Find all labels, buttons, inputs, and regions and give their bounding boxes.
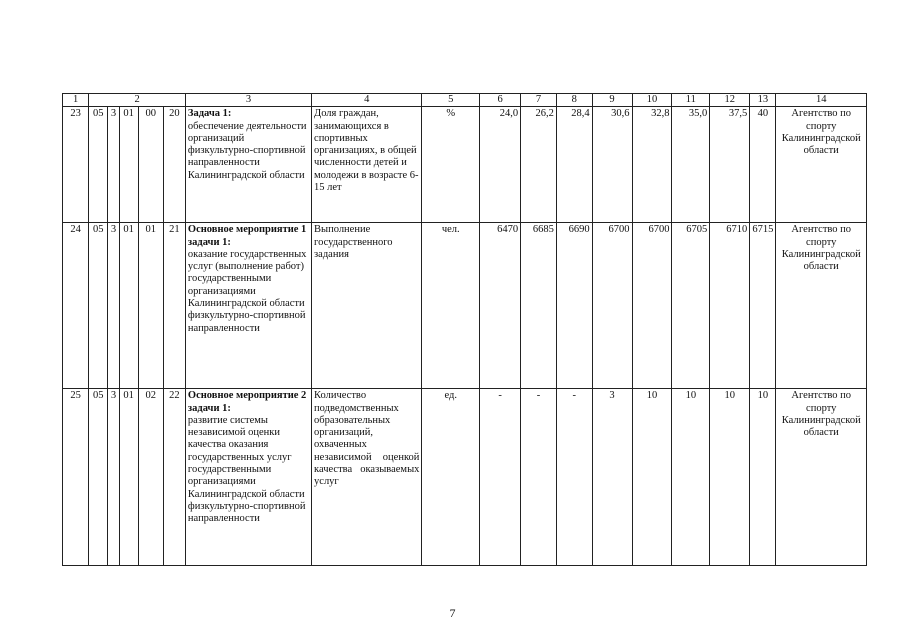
code-cell: 01 xyxy=(138,223,163,389)
value-cell: 37,5 xyxy=(710,107,750,223)
row-number: 23 xyxy=(63,107,89,223)
value-cell: - xyxy=(556,389,592,566)
code-cell: 21 xyxy=(163,223,185,389)
task-title: Основное мероприятие 1 задачи 1: xyxy=(187,224,307,248)
value-cell: 32,8 xyxy=(632,107,672,223)
code-cell: 22 xyxy=(163,389,185,566)
task-cell xyxy=(185,389,311,566)
unit-cell: % xyxy=(422,107,480,223)
code-cell: 01 xyxy=(119,389,138,566)
header-cell: 1 xyxy=(63,94,89,107)
header-cell: 11 xyxy=(672,94,710,107)
header-cell: 5 xyxy=(422,94,480,107)
value-cell: 6470 xyxy=(480,223,521,389)
header-cell: 9 xyxy=(592,94,632,107)
unit-cell: ед. xyxy=(422,389,480,566)
value-cell: 6685 xyxy=(521,223,557,389)
value-cell: 10 xyxy=(672,389,710,566)
task-cell xyxy=(185,223,311,389)
value-cell: 10 xyxy=(710,389,750,566)
header-cell: 3 xyxy=(185,94,311,107)
code-cell: 3 xyxy=(108,107,120,223)
task-text: оказание государственных услуг (выполнение работ) государственными организациями Калининградской области физкультурно-спортивной направленности xyxy=(187,248,307,334)
header-cell: 7 xyxy=(521,94,557,107)
value-cell: 6710 xyxy=(710,223,750,389)
header-cell: 13 xyxy=(750,94,776,107)
indicator-cell: Доля граждан, занимающихся в спортивных организациях, в общей численности детей и молодежи в возрасте 6-15 лет xyxy=(312,107,422,223)
header-cell: 6 xyxy=(480,94,521,107)
value-cell: 35,0 xyxy=(672,107,710,223)
value-cell: 24,0 xyxy=(480,107,521,223)
value-cell: 6690 xyxy=(556,223,592,389)
code-cell: 20 xyxy=(163,107,185,223)
value-cell: 6715 xyxy=(750,223,776,389)
page-number: 7 xyxy=(449,606,456,620)
value-cell: 3 xyxy=(592,389,632,566)
code-cell: 05 xyxy=(89,389,108,566)
code-cell: 00 xyxy=(138,107,163,223)
value-cell: - xyxy=(480,389,521,566)
value-cell: 6705 xyxy=(672,223,710,389)
value-cell: 6700 xyxy=(632,223,672,389)
task-text: развитие системы независимой оценки качества оказания государственных услуг государственными организациями Калининградской области физкультурно-спортивной направленности xyxy=(187,414,306,525)
task-cell xyxy=(185,107,311,223)
code-cell: 01 xyxy=(119,223,138,389)
code-cell: 05 xyxy=(89,223,108,389)
value-cell: 26,2 xyxy=(521,107,557,223)
indicator-cell: Выполнение государственного задания xyxy=(312,223,422,389)
header-cell: 4 xyxy=(312,94,422,107)
indicator-cell: Количество подведомственных образовательных организаций, охваченных независимой оценкой качества оказываемых услуг xyxy=(312,389,422,566)
header-cell: 2 xyxy=(89,94,186,107)
code-cell: 02 xyxy=(138,389,163,566)
value-cell: 40 xyxy=(750,107,776,223)
agency-cell: Агентство по спорту Калининградской области xyxy=(776,107,867,223)
code-cell: 01 xyxy=(119,107,138,223)
table-row xyxy=(63,389,867,566)
unit-cell: чел. xyxy=(422,223,480,389)
table-row xyxy=(63,223,867,389)
table-row xyxy=(63,107,867,223)
task-text: обеспечение деятельности организаций физкультурно-спортивной направленности Калининградской области xyxy=(187,120,307,181)
column-number-row xyxy=(63,94,867,107)
header-cell: 10 xyxy=(632,94,672,107)
row-number: 25 xyxy=(63,389,89,566)
header-cell: 12 xyxy=(710,94,750,107)
program-table xyxy=(62,93,867,566)
value-cell: - xyxy=(521,389,557,566)
code-cell: 3 xyxy=(108,223,120,389)
row-number: 24 xyxy=(63,223,89,389)
value-cell: 10 xyxy=(632,389,672,566)
code-cell: 05 xyxy=(89,107,108,223)
task-title: Задача 1: xyxy=(187,108,232,120)
header-cell: 14 xyxy=(776,94,867,107)
value-cell: 30,6 xyxy=(592,107,632,223)
task-title: Основное мероприятие 2 задачи 1: xyxy=(187,390,307,414)
agency-cell: Агентство по спорту Калининградской области xyxy=(776,223,867,389)
code-cell: 3 xyxy=(108,389,120,566)
value-cell: 28,4 xyxy=(556,107,592,223)
agency-cell: Агентство по спорту Калининградской области xyxy=(776,389,867,566)
value-cell: 6700 xyxy=(592,223,632,389)
header-cell: 8 xyxy=(556,94,592,107)
value-cell: 10 xyxy=(750,389,776,566)
